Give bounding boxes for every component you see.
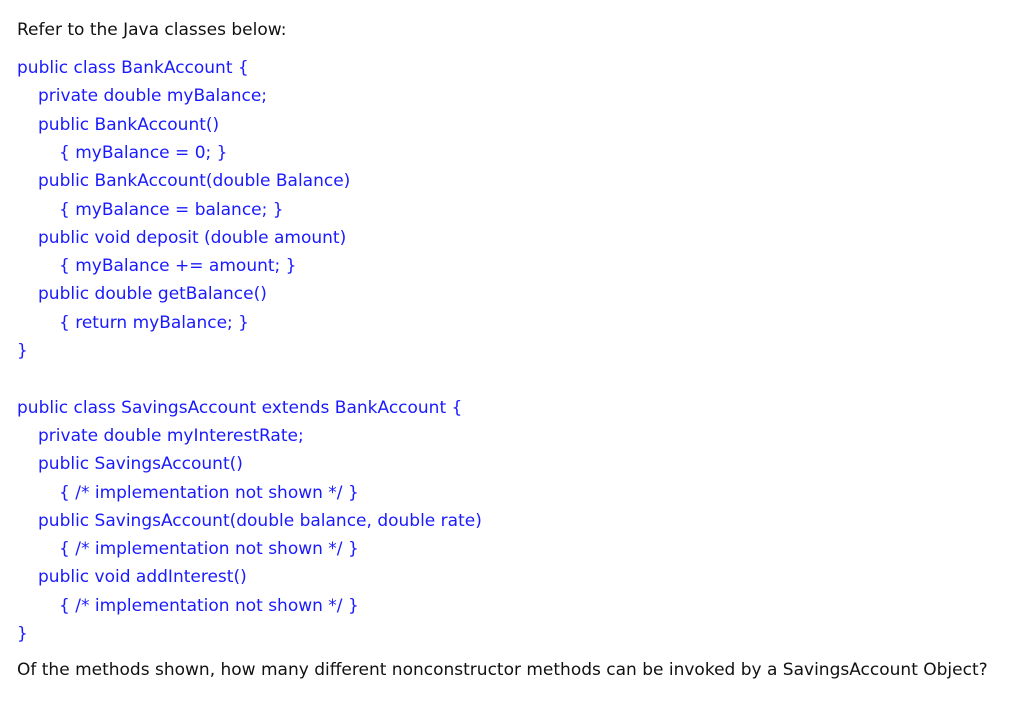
code-line: } (17, 624, 28, 644)
intro-text: Refer to the Java classes below: (17, 20, 287, 40)
code-line: public class BankAccount { (17, 58, 249, 78)
code-line: { /* implementation not shown */ } (59, 596, 359, 616)
code-line: public void deposit (double amount) (38, 228, 347, 248)
code-line: { return myBalance; } (59, 313, 249, 333)
code-line: public void addInterest() (38, 567, 247, 587)
code-line: public BankAccount(double Balance) (38, 171, 351, 191)
question-text: Of the methods shown, how many different nonconstructor methods can be invoked by a SavingsAccount Object? (17, 660, 988, 680)
code-line: private double myInterestRate; (38, 426, 304, 446)
code-line: public SavingsAccount(double balance, double rate) (38, 511, 482, 531)
code-line: { myBalance += amount; } (59, 256, 297, 276)
code-line: private double myBalance; (38, 86, 268, 106)
code-line: public SavingsAccount() (38, 454, 243, 474)
code-line: public double getBalance() (38, 284, 267, 304)
code-line: { myBalance = 0; } (59, 143, 228, 163)
code-line: public BankAccount() (38, 115, 220, 135)
code-line: { myBalance = balance; } (59, 200, 284, 220)
code-line: { /* implementation not shown */ } (59, 483, 359, 503)
code-line: { /* implementation not shown */ } (59, 539, 359, 559)
code-line: } (17, 341, 28, 361)
code-line: public class SavingsAccount extends BankAccount { (17, 398, 463, 418)
